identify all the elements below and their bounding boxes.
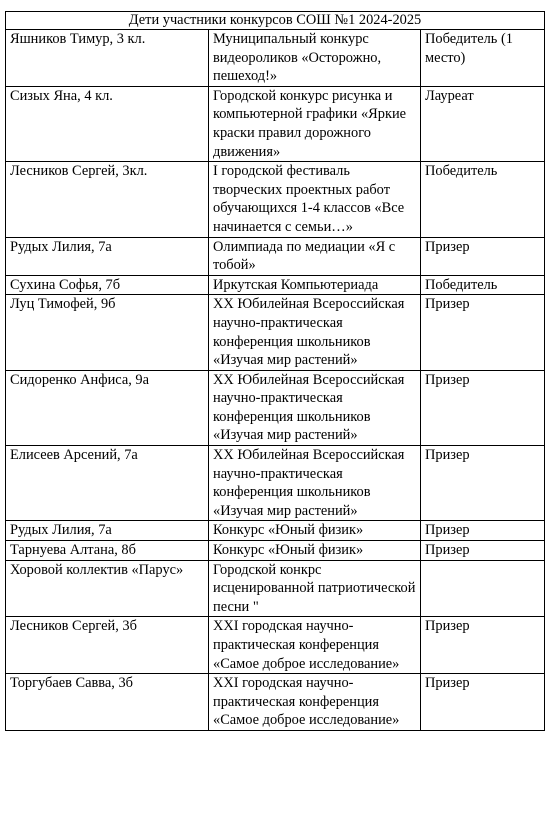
participant-name: Сизых Яна, 4 кл. (6, 86, 209, 161)
contest-result: Призер (421, 674, 545, 731)
table-row (6, 237, 545, 275)
contest-name: Конкурс «Юный физик» (209, 541, 421, 561)
table-row (6, 86, 545, 161)
contest-result: Призер (421, 370, 545, 445)
participant-name: Сухина Софья, 7б (6, 275, 209, 295)
contest-name: XX Юбилейная Всероссийская научно-практическая конференция школьников «Изучая мир растений» (209, 370, 421, 445)
contest-name: Городской конкурс рисунка и компьютерной графики «Яркие краски правил дорожного движения» (209, 86, 421, 161)
table-row (6, 275, 545, 295)
contest-result: Призер (421, 295, 545, 370)
table-row (6, 162, 545, 237)
participant-name: Тарнуева Алтана, 8б (6, 541, 209, 561)
contest-result: Лауреат (421, 86, 545, 161)
contest-name: XX Юбилейная Всероссийская научно-практическая конференция школьников «Изучая мир растений» (209, 295, 421, 370)
contest-name: Иркутская Компьютериада (209, 275, 421, 295)
table-row (6, 560, 545, 617)
participant-name: Елисеев Арсений, 7а (6, 446, 209, 521)
contest-result: Призер (421, 521, 545, 541)
contest-result: Призер (421, 541, 545, 561)
contest-name: Конкурс «Юный физик» (209, 521, 421, 541)
table-row (6, 446, 545, 521)
document-page (5, 11, 544, 731)
contest-participants-table (5, 11, 545, 731)
table-title: Дети участники конкурсов СОШ №1 2024-2025 (6, 12, 545, 30)
participant-name: Хоровой коллектив «Парус» (6, 560, 209, 617)
contest-name: XX Юбилейная Всероссийская научно-практическая конференция школьников «Изучая мир растений» (209, 446, 421, 521)
table-row (6, 674, 545, 731)
table-row (6, 521, 545, 541)
participant-name: Яшников Тимур, 3 кл. (6, 30, 209, 87)
contest-name: XXI городская научно-практическая конференция «Самое доброе исследование» (209, 617, 421, 674)
contest-result: Победитель (421, 162, 545, 237)
participant-name: Торгубаев Савва, 3б (6, 674, 209, 731)
participant-name: Лесников Сергей, 3б (6, 617, 209, 674)
contest-result: Призер (421, 617, 545, 674)
contest-name: Муниципальный конкурс видеороликов «Осторожно, пешеход!» (209, 30, 421, 87)
contest-name: Олимпиада по медиации «Я с тобой» (209, 237, 421, 275)
contest-result: Победитель (1 место) (421, 30, 545, 87)
contest-result (421, 560, 545, 617)
table-row (6, 295, 545, 370)
participant-name: Луц Тимофей, 9б (6, 295, 209, 370)
contest-result: Призер (421, 237, 545, 275)
contest-result: Победитель (421, 275, 545, 295)
participant-name: Лесников Сергей, 3кл. (6, 162, 209, 237)
participant-name: Рудых Лилия, 7а (6, 237, 209, 275)
contest-name: Городской конкрс исценированной патриотической песни " (209, 560, 421, 617)
table-row (6, 541, 545, 561)
contest-name: I городской фестиваль творческих проектных работ обучающихся 1-4 классов «Все начинается с семьи…» (209, 162, 421, 237)
participant-name: Сидоренко Анфиса, 9а (6, 370, 209, 445)
participant-name: Рудых Лилия, 7а (6, 521, 209, 541)
table-row (6, 370, 545, 445)
table-row (6, 617, 545, 674)
table-row (6, 30, 545, 87)
contest-name: XXI городская научно-практическая конференция «Самое доброе исследование» (209, 674, 421, 731)
contest-result: Призер (421, 446, 545, 521)
table-title-row (6, 12, 545, 30)
